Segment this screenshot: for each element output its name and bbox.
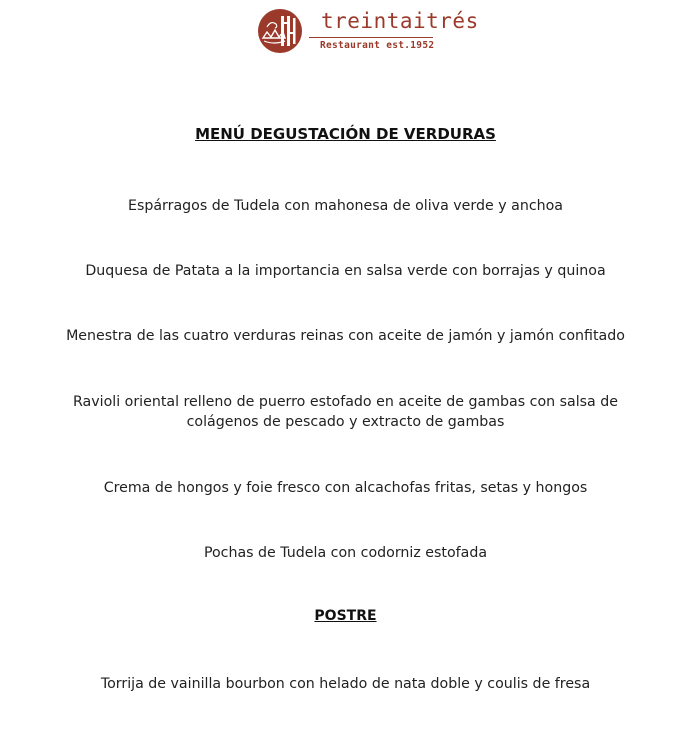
logo-name: treintaitrés	[321, 9, 479, 33]
menu-item: Pochas de Tudela con codorniz estofada	[203, 545, 488, 561]
menu-title: MENÚ DEGUSTACIÓN DE VERDURAS	[195, 125, 496, 143]
menu-item: Menestra de las cuatro verduras reinas con aceite de jamón y jamón confitado	[66, 328, 625, 344]
menu-item: Crema de hongos y foie fresco con alcachofas fritas, setas y hongos	[103, 480, 588, 496]
logo-subtitle: Restaurant est.1952	[320, 40, 435, 51]
dessert-title: POSTRE	[314, 608, 377, 624]
menu-item: Espárragos de Tudela con mahonesa de oliva verde y anchoa	[128, 198, 563, 214]
logo-divider	[309, 37, 433, 38]
menu-item-continued: colágenos de pescado y extracto de gambas	[186, 414, 505, 430]
logo-emblem-icon	[257, 8, 303, 54]
dessert-item: Torrija de vainilla bourbon con helado de nata doble y coulis de fresa	[100, 676, 591, 692]
menu-item: Duquesa de Patata a la importancia en salsa verde con borrajas y quinoa	[85, 263, 606, 279]
restaurant-logo	[257, 8, 479, 54]
menu-item: Ravioli oriental relleno de puerro estofado en aceite de gambas con salsa de	[73, 394, 618, 410]
